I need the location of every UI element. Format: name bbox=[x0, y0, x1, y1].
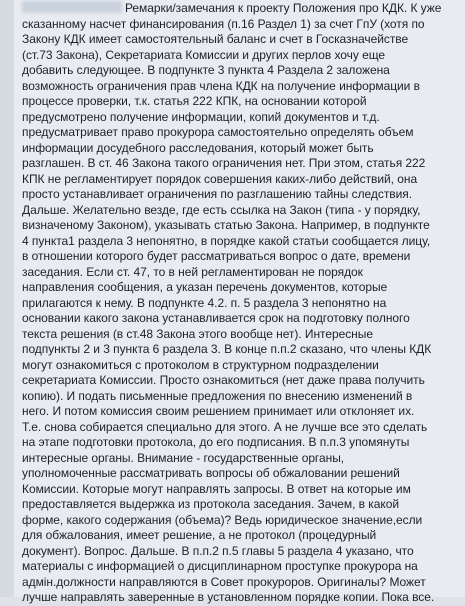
comment-line: возможность ограничения прав члена КДК на получение информации в bbox=[22, 78, 420, 93]
comment-line: документ). Вопрос. Дальше. В п.п.2 п.5 главы 5 раздела 4 указано, что bbox=[22, 543, 414, 558]
comment-line: форме, какого содержания (объема)? Ведь юридическое значение,если bbox=[22, 512, 423, 527]
comment-line: лучше направлять заверенные в установленном порядке копии. Пока все. bbox=[22, 590, 435, 604]
comment-line: Дальше. Желательно везде, где есть ссылка на Закон (типа - у порядку, bbox=[22, 202, 421, 217]
comment-line: него. И потом комиссия своим решением принимает или отклоняет их. bbox=[22, 404, 415, 418]
comment-line: визначеному Законом), указывать статью Закона. Например, в подпункте bbox=[22, 218, 430, 232]
author-name-redacted[interactable] bbox=[22, 1, 122, 13]
comment-line: предусматривает право прокурора самостоятельно определять объем bbox=[22, 125, 414, 139]
comment-line: копию). И подать письменные предложения по внесению изменений в bbox=[22, 388, 413, 403]
comment-text bbox=[22, 1, 462, 606]
comment-line: на этапе подготовки протокола, до его подписания. В п.п.3 упомянуты bbox=[22, 435, 410, 449]
comment-line: 4 пункта1 раздела 3 непонятно, в порядке какой статьи сообщается лицу, bbox=[22, 233, 431, 248]
comment-line: подпункты 2 и 3 пункта 6 раздела 3. В конце п.п.2 сказано, что члены КДК bbox=[22, 342, 432, 356]
comment-line: сказанному насчет финансирования (п.16 Раздел 1) за счет ГпУ (хотя по bbox=[22, 16, 425, 31]
comment-line: материалы с информацией о дисциплинарном проступке прокурора на bbox=[22, 559, 418, 573]
comment-line: Закону КДК имеет самостоятельный баланс и счет в Госказначействе bbox=[22, 32, 409, 46]
comment-line: в отношении которого будет рассматриваться вопрос о дате, времени bbox=[22, 249, 411, 263]
comment-line: информации досудебного расследования, который может быть bbox=[22, 140, 374, 155]
comment-line: текста решения (в ст.48 Закона этого вообще нет). Интересные bbox=[22, 326, 373, 341]
comment-line: адмін.должности направляются в Совет прокуроров. Оригиналы? Может bbox=[22, 574, 426, 589]
comment-line: Комиссии. Которые могут направлять запросы. В ответ на которые им bbox=[22, 481, 411, 496]
comment-line: для обжалования, имеет решение, а не протокол (процедурный bbox=[22, 528, 377, 542]
comment-line: уполномоченные рассматривать вопросы об обжаловании решений bbox=[22, 466, 400, 480]
comment-line: заседания. Если ст. 47, то в ней регламентирован не порядок bbox=[22, 264, 363, 279]
comment-line-text: Ремарки/замечания к проекту Положения про КДК. К уже bbox=[125, 1, 442, 15]
comment-line: просто устанавливает ограничения по разглашению тайны следствия. bbox=[22, 187, 412, 201]
comment-line: интересные органы. Внимание - государственные органы, bbox=[22, 450, 345, 465]
comment-line: секретариата Комиссии. Просто ознакомиться (нет даже права получить bbox=[22, 373, 425, 387]
comment-line: разглашен. В ст. 46 Закона такого ограничения нет. При этом, статья 222 bbox=[22, 156, 426, 170]
comment-line: процессе проверки, т.к. статья 222 КПК, на основании которой bbox=[22, 94, 367, 108]
comment-line bbox=[22, 1, 462, 17]
comment-line: прилагаются к нему. В подпункте 4.2. п. 5 раздела 3 непонятно на bbox=[22, 295, 387, 310]
comment-line: предоставляется выдержка из протокола заседания. Зачем, в какой bbox=[22, 497, 399, 511]
comment-line: основании какого закона устанавливается срок на подготовку полного bbox=[22, 311, 410, 325]
comment-line: КПК не регламентирует порядок совершения каких-либо действий, она bbox=[22, 171, 418, 186]
comment-line: могут ознакомиться с протоколом в структурном подразделении bbox=[22, 357, 379, 372]
comment-line: направления сообщения, а указан перечень документов, которые bbox=[22, 280, 388, 294]
comment-line: добавить следующее. В подпункте 3 пункта 4 Раздела 2 заложена bbox=[22, 63, 390, 77]
comment-line: (ст.73 Закона), Секретариата Комиссии и других перлов хочу еще bbox=[22, 47, 386, 62]
comment-side-bar bbox=[0, 0, 14, 597]
comment-line: Т.е. снова собирается специально для этого. А не лучше все это сделать bbox=[22, 419, 428, 434]
comment-line: предусмотрено получение информации, копий документов и т.д. bbox=[22, 109, 380, 124]
